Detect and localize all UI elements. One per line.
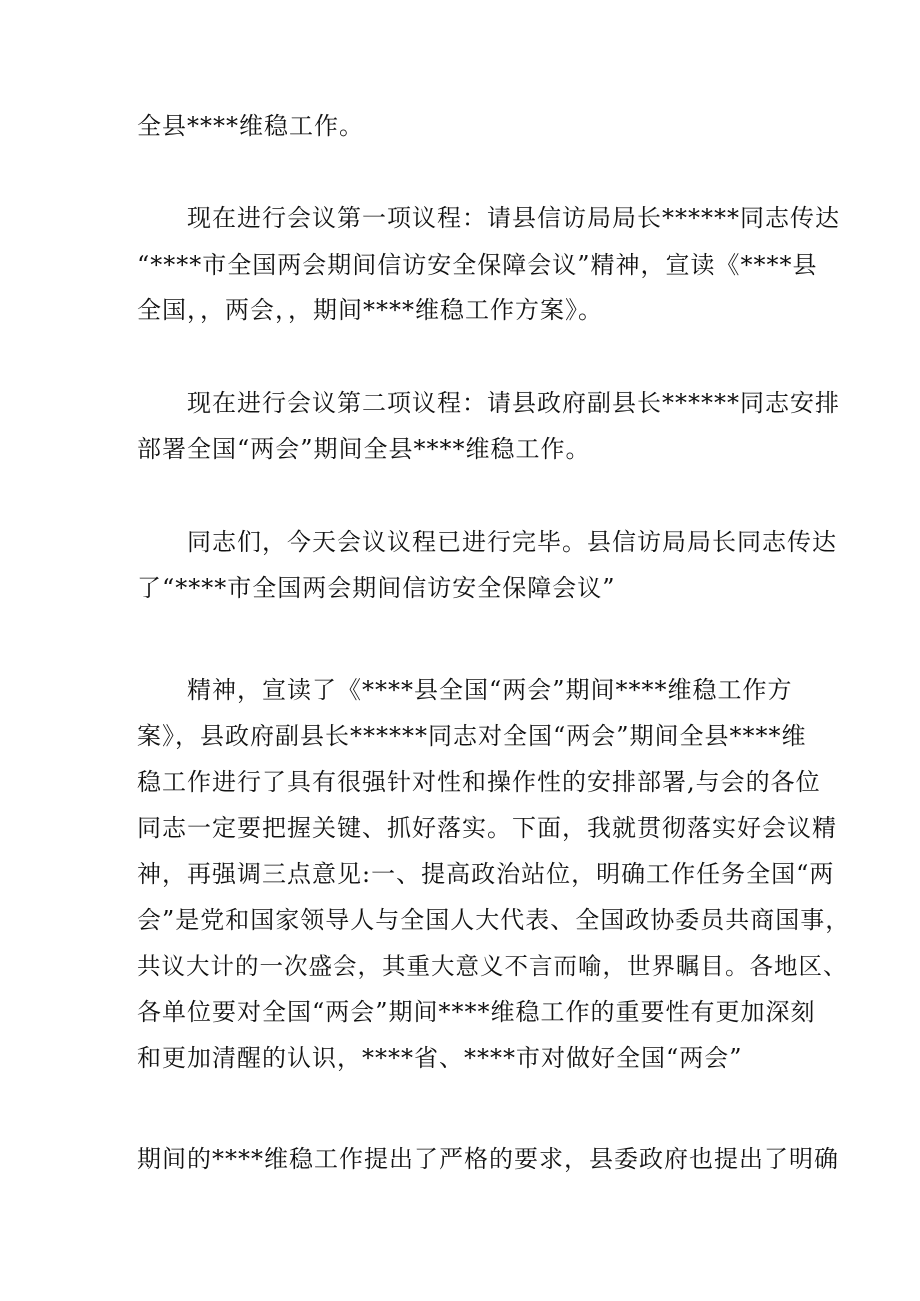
paragraph-3-line-1: 现在进行会议第二项议程：请县政府副县长******同志安排	[187, 389, 840, 417]
paragraph-5-line-4: 同志一定要把握关键、抓好落实。下面，我就贯彻落实好会议精	[137, 814, 837, 842]
paragraph-1-line-1: 全县****维稳工作。	[137, 112, 364, 140]
paragraph-5-line-5: 神，再强调三点意见:一、提高政治站位，明确工作任务全国“两	[137, 860, 835, 888]
paragraph-5-line-1: 精神，宣读了《****县全国“两会”期间****维稳工作方	[187, 676, 793, 704]
paragraph-2-line-1: 现在进行会议第一项议程：请县信访局局长******同志传达	[187, 204, 840, 232]
paragraph-5-line-8: 各单位要对全国“两会”期间****维稳工作的重要性有更加深刻	[137, 998, 816, 1026]
paragraph-4-line-2: 了“****市全国两会期间信访安全保障会议”	[137, 574, 616, 602]
paragraph-2-line-3: 全国，，两会，，期间****维稳工作方案》。	[137, 296, 603, 324]
paragraph-2-line-2: “****市全国两会期间信访安全保障会议”精神，宣读《****县	[137, 251, 818, 279]
paragraph-4-line-1: 同志们，今天会议议程已进行完毕。县信访局局长同志传达	[187, 528, 837, 556]
paragraph-6-line-1: 期间的****维稳工作提出了严格的要求，县委政府也提出了明确	[137, 1145, 839, 1173]
paragraph-5-line-3: 稳工作进行了具有很强针对性和操作性的安排部署,与会的各位	[137, 768, 821, 796]
paragraph-3-line-2: 部署全国“两会”期间全县****维稳工作。	[137, 435, 591, 463]
paragraph-5-line-2: 案》，县政府副县长******同志对全国“两会”期间全县****维	[137, 722, 807, 750]
paragraph-5-line-9: 和更加清醒的认识，****省、****市对做好全国“两会”	[137, 1044, 743, 1072]
paragraph-5-line-7: 共议大计的一次盛会，其重大意义不言而喻，世界瞩目。各地区、	[137, 952, 848, 980]
paragraph-5-line-6: 会”是党和国家领导人与全国人大代表、全国政协委员共商国事，	[137, 906, 851, 934]
